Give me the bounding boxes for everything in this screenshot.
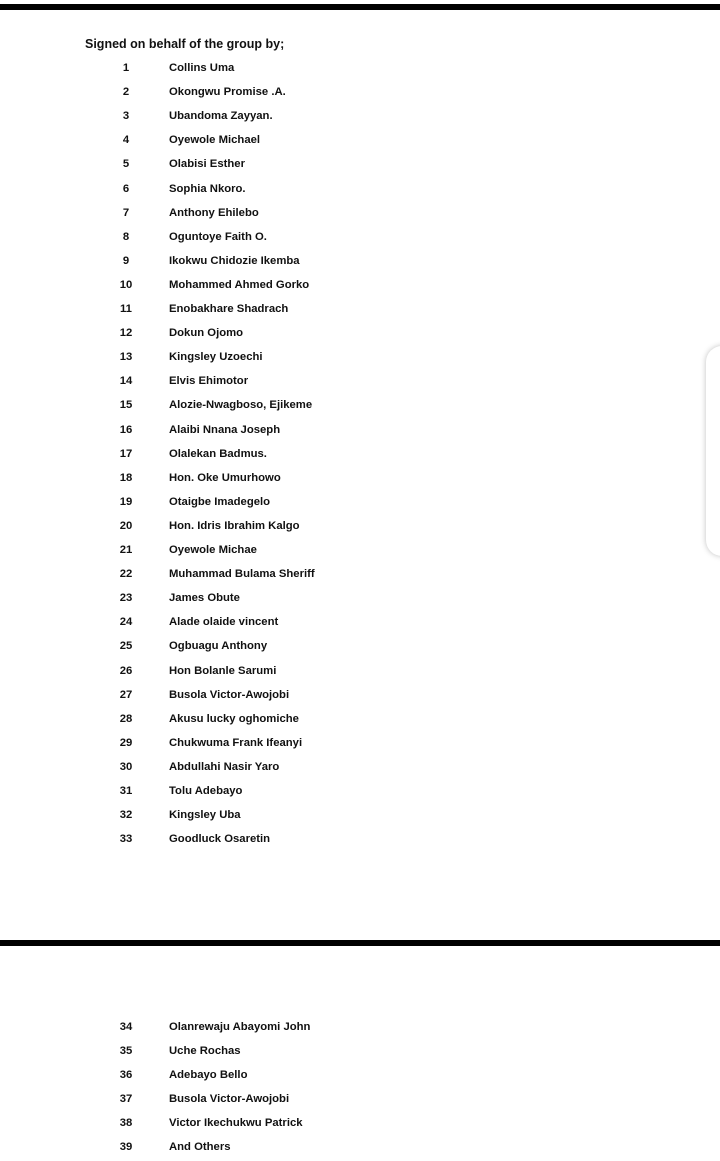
signatory-name: Muhammad Bulama Sheriff	[169, 568, 315, 581]
signatory-row	[0, 1043, 720, 1059]
signatory-number: 38	[119, 1117, 133, 1129]
signatory-name: Oyewole Michae	[169, 544, 257, 556]
signatory-name: Chukwuma Frank Ifeanyi	[169, 736, 303, 749]
signatory-name: Busola Victor-Awojobi	[169, 1093, 290, 1105]
signatory-number: 9	[122, 254, 130, 267]
signatory-number: 4	[122, 134, 130, 147]
signatory-name: Uche Rochas	[169, 1045, 241, 1057]
signatory-name: Victor Ikechukwu Patrick	[169, 1117, 303, 1129]
signatory-number: 28	[119, 712, 133, 725]
signatory-name: Otaigbe Imadegelo	[169, 495, 271, 508]
signatory-row	[0, 1139, 720, 1155]
signatory-name: Kingsley Uzoechi	[169, 351, 263, 364]
signatory-number: 11	[120, 303, 132, 315]
signatory-name: Olanrewaju Abayomi John	[169, 1021, 311, 1033]
signatory-number: 5	[122, 158, 130, 171]
signatory-number: 13	[119, 351, 133, 364]
signatory-name: Goodluck Osaretin	[169, 833, 271, 846]
signatory-number: 27	[119, 688, 133, 701]
signatory-name: Okongwu Promise .A.	[169, 86, 286, 99]
signatory-number: 1	[122, 62, 130, 74]
signatory-name: Alaibi Nnana Joseph	[169, 423, 281, 436]
signatory-name: Hon. Oke Umurhowo	[169, 471, 281, 484]
signatory-number: 39	[119, 1141, 133, 1153]
signatory-number: 2	[122, 86, 130, 99]
signatory-number: 25	[119, 640, 133, 653]
signatory-number: 14	[119, 375, 133, 388]
signatory-name: Sophia Nkoro.	[169, 182, 246, 195]
signatory-name: Elvis Ehimotor	[169, 375, 249, 388]
signatory-number: 12	[119, 327, 133, 340]
signatory-number: 10	[119, 278, 133, 291]
signatory-name: Olalekan Badmus.	[169, 447, 267, 460]
signatory-name: Kingsley Uba	[169, 809, 241, 822]
signatory-name: Anthony Ehilebo	[169, 206, 259, 219]
signatory-number: 36	[119, 1069, 133, 1081]
signatory-number: 6	[122, 182, 130, 195]
signatory-number: 16	[119, 423, 133, 436]
signatory-name: Akusu lucky oghomiche	[169, 712, 299, 725]
signatory-number: 3	[122, 110, 130, 123]
signatory-number: 8	[122, 230, 130, 243]
signatory-number: 31	[119, 785, 133, 797]
signatory-name: Alozie-Nwagboso, Ejikeme	[169, 399, 313, 412]
signatory-number: 37	[119, 1093, 133, 1105]
signatory-name: Hon Bolanle Sarumi	[169, 664, 277, 677]
signatories-heading: Signed on behalf of the group by;	[85, 37, 285, 51]
signatory-name: Dokun Ojomo	[169, 327, 244, 340]
signatory-name: Ubandoma Zayyan.	[169, 110, 273, 123]
signatory-number: 15	[119, 399, 133, 412]
signatory-name: Ogbuagu Anthony	[169, 640, 268, 653]
signatory-number: 24	[119, 616, 133, 629]
signatory-number: 7	[122, 206, 130, 219]
signatory-name: Ikokwu Chidozie Ikemba	[169, 254, 300, 267]
signatory-number: 29	[119, 736, 133, 749]
side-panel-handle[interactable]	[706, 346, 720, 556]
signatory-number: 19	[119, 495, 133, 508]
signatory-number: 23	[119, 592, 133, 605]
signatory-name: Collins Uma	[169, 62, 235, 74]
signatory-name: Mohammed Ahmed Gorko	[169, 278, 310, 291]
signatory-name: Olabisi Esther	[169, 158, 245, 171]
signatory-name: Adebayo Bello	[169, 1069, 248, 1081]
signatory-number: 17	[119, 447, 133, 460]
signatory-number: 33	[119, 833, 133, 846]
signatory-name: And Others	[169, 1141, 231, 1153]
signatory-row	[0, 1067, 720, 1083]
signatory-name: Oguntoye Faith O.	[169, 230, 267, 243]
signatory-number: 30	[119, 760, 133, 773]
signatory-name: Abdullahi Nasir Yaro	[169, 760, 280, 773]
signatory-name: Enobakhare Shadrach	[169, 303, 289, 315]
signatory-number: 34	[119, 1021, 133, 1033]
signatory-name: Busola Victor-Awojobi	[169, 688, 290, 701]
signatory-number: 35	[119, 1045, 133, 1057]
signatory-name: Tolu Adebayo	[169, 785, 243, 797]
signatory-row	[0, 1115, 720, 1131]
signatory-number: 26	[119, 664, 133, 677]
signatory-number: 20	[119, 519, 133, 532]
signatory-name: Oyewole Michael	[169, 134, 261, 147]
signatory-row	[0, 1019, 720, 1035]
signatory-name: James Obute	[169, 592, 240, 605]
signatory-row	[0, 1091, 720, 1107]
signatory-name: Hon. Idris Ibrahim Kalgo	[169, 519, 300, 532]
signatory-number: 18	[119, 471, 133, 484]
signatory-number: 32	[119, 809, 133, 822]
signatory-number: 21	[119, 544, 133, 556]
signatory-name: Alade olaide vincent	[169, 616, 279, 629]
signatory-number: 22	[119, 568, 133, 581]
